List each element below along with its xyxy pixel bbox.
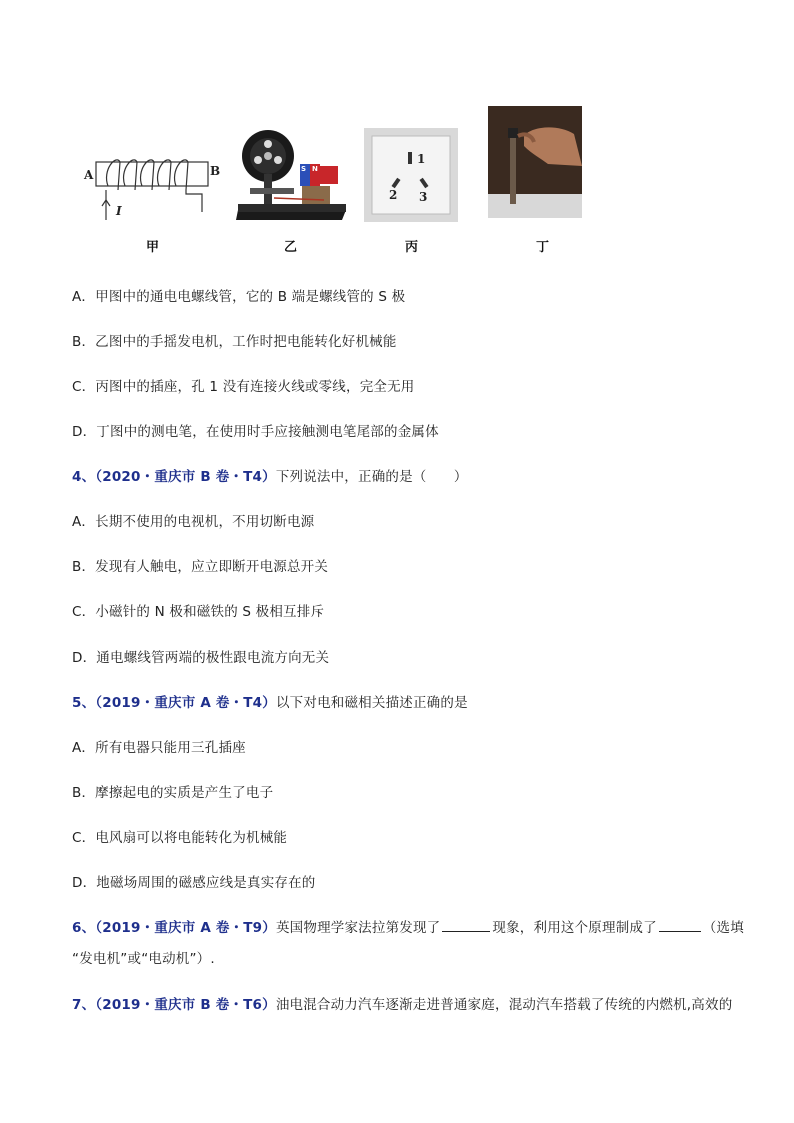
option-label: C． bbox=[72, 604, 96, 620]
question-text-3: （选填 bbox=[702, 920, 744, 936]
option-text: 丁图中的测电笔，在使用时手应接触测电笔尾部的金属体 bbox=[96, 424, 439, 440]
q4-option-a bbox=[72, 510, 314, 530]
question-stem: 以下对电和磁相关描述正确的是 bbox=[275, 695, 468, 711]
q4-option-b bbox=[72, 555, 328, 575]
option-text: 所有电器只能用三孔插座 bbox=[95, 740, 246, 756]
option-text: 通电螺线管两端的极性跟电流方向无关 bbox=[96, 650, 330, 666]
option-label: D． bbox=[72, 424, 97, 440]
q3-option-d bbox=[72, 420, 439, 440]
question-stem: 下列说法中，正确的是（ ） bbox=[275, 469, 468, 485]
magnet-s-label: S bbox=[301, 165, 307, 173]
q6-stem-continued bbox=[72, 947, 215, 967]
question-source: （2019・重庆市 A 卷・T9） bbox=[95, 920, 276, 936]
q4-stem bbox=[72, 465, 468, 485]
figure-yi bbox=[234, 128, 350, 222]
figure-ding bbox=[488, 106, 582, 218]
solenoid-diagram bbox=[82, 150, 222, 225]
socket-hole-3: 3 bbox=[419, 190, 428, 204]
socket-hole-1: 1 bbox=[417, 152, 426, 166]
option-text: 丙图中的插座，孔 1 没有连接火线或零线，完全无用 bbox=[95, 379, 415, 395]
question-stem: 油电混合动力汽车逐渐走进普通家庭，混动汽车搭载了传统的内燃机,高效的 bbox=[275, 997, 733, 1013]
figure-jia bbox=[82, 150, 222, 225]
question-number: 6、 bbox=[72, 920, 96, 936]
question-number: 4、 bbox=[72, 469, 96, 485]
q3-option-b bbox=[72, 330, 397, 350]
generator-photo bbox=[234, 128, 350, 222]
question-text-1: 英国物理学家法拉第发现了 bbox=[275, 920, 441, 936]
option-text: 乙图中的手摇发电机，工作时把电能转化好机械能 bbox=[95, 334, 397, 350]
answer-blank-2[interactable] bbox=[659, 919, 701, 932]
test-pen-photo bbox=[488, 106, 582, 218]
caption-bing: 丙 bbox=[405, 240, 419, 255]
question-source: （2019・重庆市 B 卷・T6） bbox=[95, 997, 276, 1013]
question-text-2: 现象，利用这个原理制成了 bbox=[492, 920, 657, 936]
q6-stem bbox=[72, 916, 744, 936]
option-label: D． bbox=[72, 875, 97, 891]
label-i: I bbox=[116, 204, 122, 218]
option-label: C． bbox=[72, 830, 96, 846]
q5-stem bbox=[72, 691, 468, 711]
option-label: B． bbox=[72, 334, 96, 350]
question-number: 5、 bbox=[72, 695, 96, 711]
option-label: C． bbox=[72, 379, 96, 395]
option-text: 长期不使用的电视机，不用切断电源 bbox=[95, 514, 315, 530]
question-text-4: “发电机”或“电动机”）. bbox=[72, 951, 215, 967]
option-text: 摩擦起电的实质是产生了电子 bbox=[95, 785, 274, 801]
q5-option-a bbox=[72, 736, 246, 756]
question-number: 7、 bbox=[72, 997, 96, 1013]
option-text: 发现有人触电，应立即断开电源总开关 bbox=[95, 559, 329, 575]
figure-bing bbox=[364, 128, 458, 222]
option-label: D． bbox=[72, 650, 97, 666]
option-text: 小磁针的 N 极和磁铁的 S 极相互排斥 bbox=[95, 604, 325, 620]
option-label: A． bbox=[72, 289, 96, 305]
caption-yi: 乙 bbox=[284, 240, 298, 255]
caption-ding: 丁 bbox=[536, 240, 550, 255]
q5-option-c bbox=[72, 826, 287, 846]
q7-stem bbox=[72, 993, 732, 1013]
q4-option-c bbox=[72, 600, 324, 620]
socket-photo bbox=[364, 128, 458, 222]
label-b: B bbox=[210, 164, 221, 178]
q5-option-d bbox=[72, 871, 316, 891]
option-text: 电风扇可以将电能转化为机械能 bbox=[95, 830, 288, 846]
caption-jia: 甲 bbox=[146, 240, 160, 255]
question-source: （2020・重庆市 B 卷・T4） bbox=[95, 469, 276, 485]
socket-hole-2: 2 bbox=[389, 188, 398, 202]
option-text: 甲图中的通电电螺线管，它的 B 端是螺线管的 S 极 bbox=[95, 289, 406, 305]
label-a: A bbox=[84, 168, 94, 182]
option-label: A． bbox=[72, 740, 96, 756]
option-text: 地磁场周围的磁感应线是真实存在的 bbox=[96, 875, 316, 891]
answer-blank-1[interactable] bbox=[442, 919, 490, 932]
q5-option-b bbox=[72, 781, 273, 801]
option-label: A． bbox=[72, 514, 96, 530]
option-label: B． bbox=[72, 785, 96, 801]
magnet-n-label: N bbox=[312, 165, 318, 173]
q3-option-a bbox=[72, 285, 405, 305]
q4-option-d bbox=[72, 646, 329, 666]
question-source: （2019・重庆市 A 卷・T4） bbox=[95, 695, 276, 711]
q3-option-c bbox=[72, 375, 415, 395]
option-label: B． bbox=[72, 559, 96, 575]
